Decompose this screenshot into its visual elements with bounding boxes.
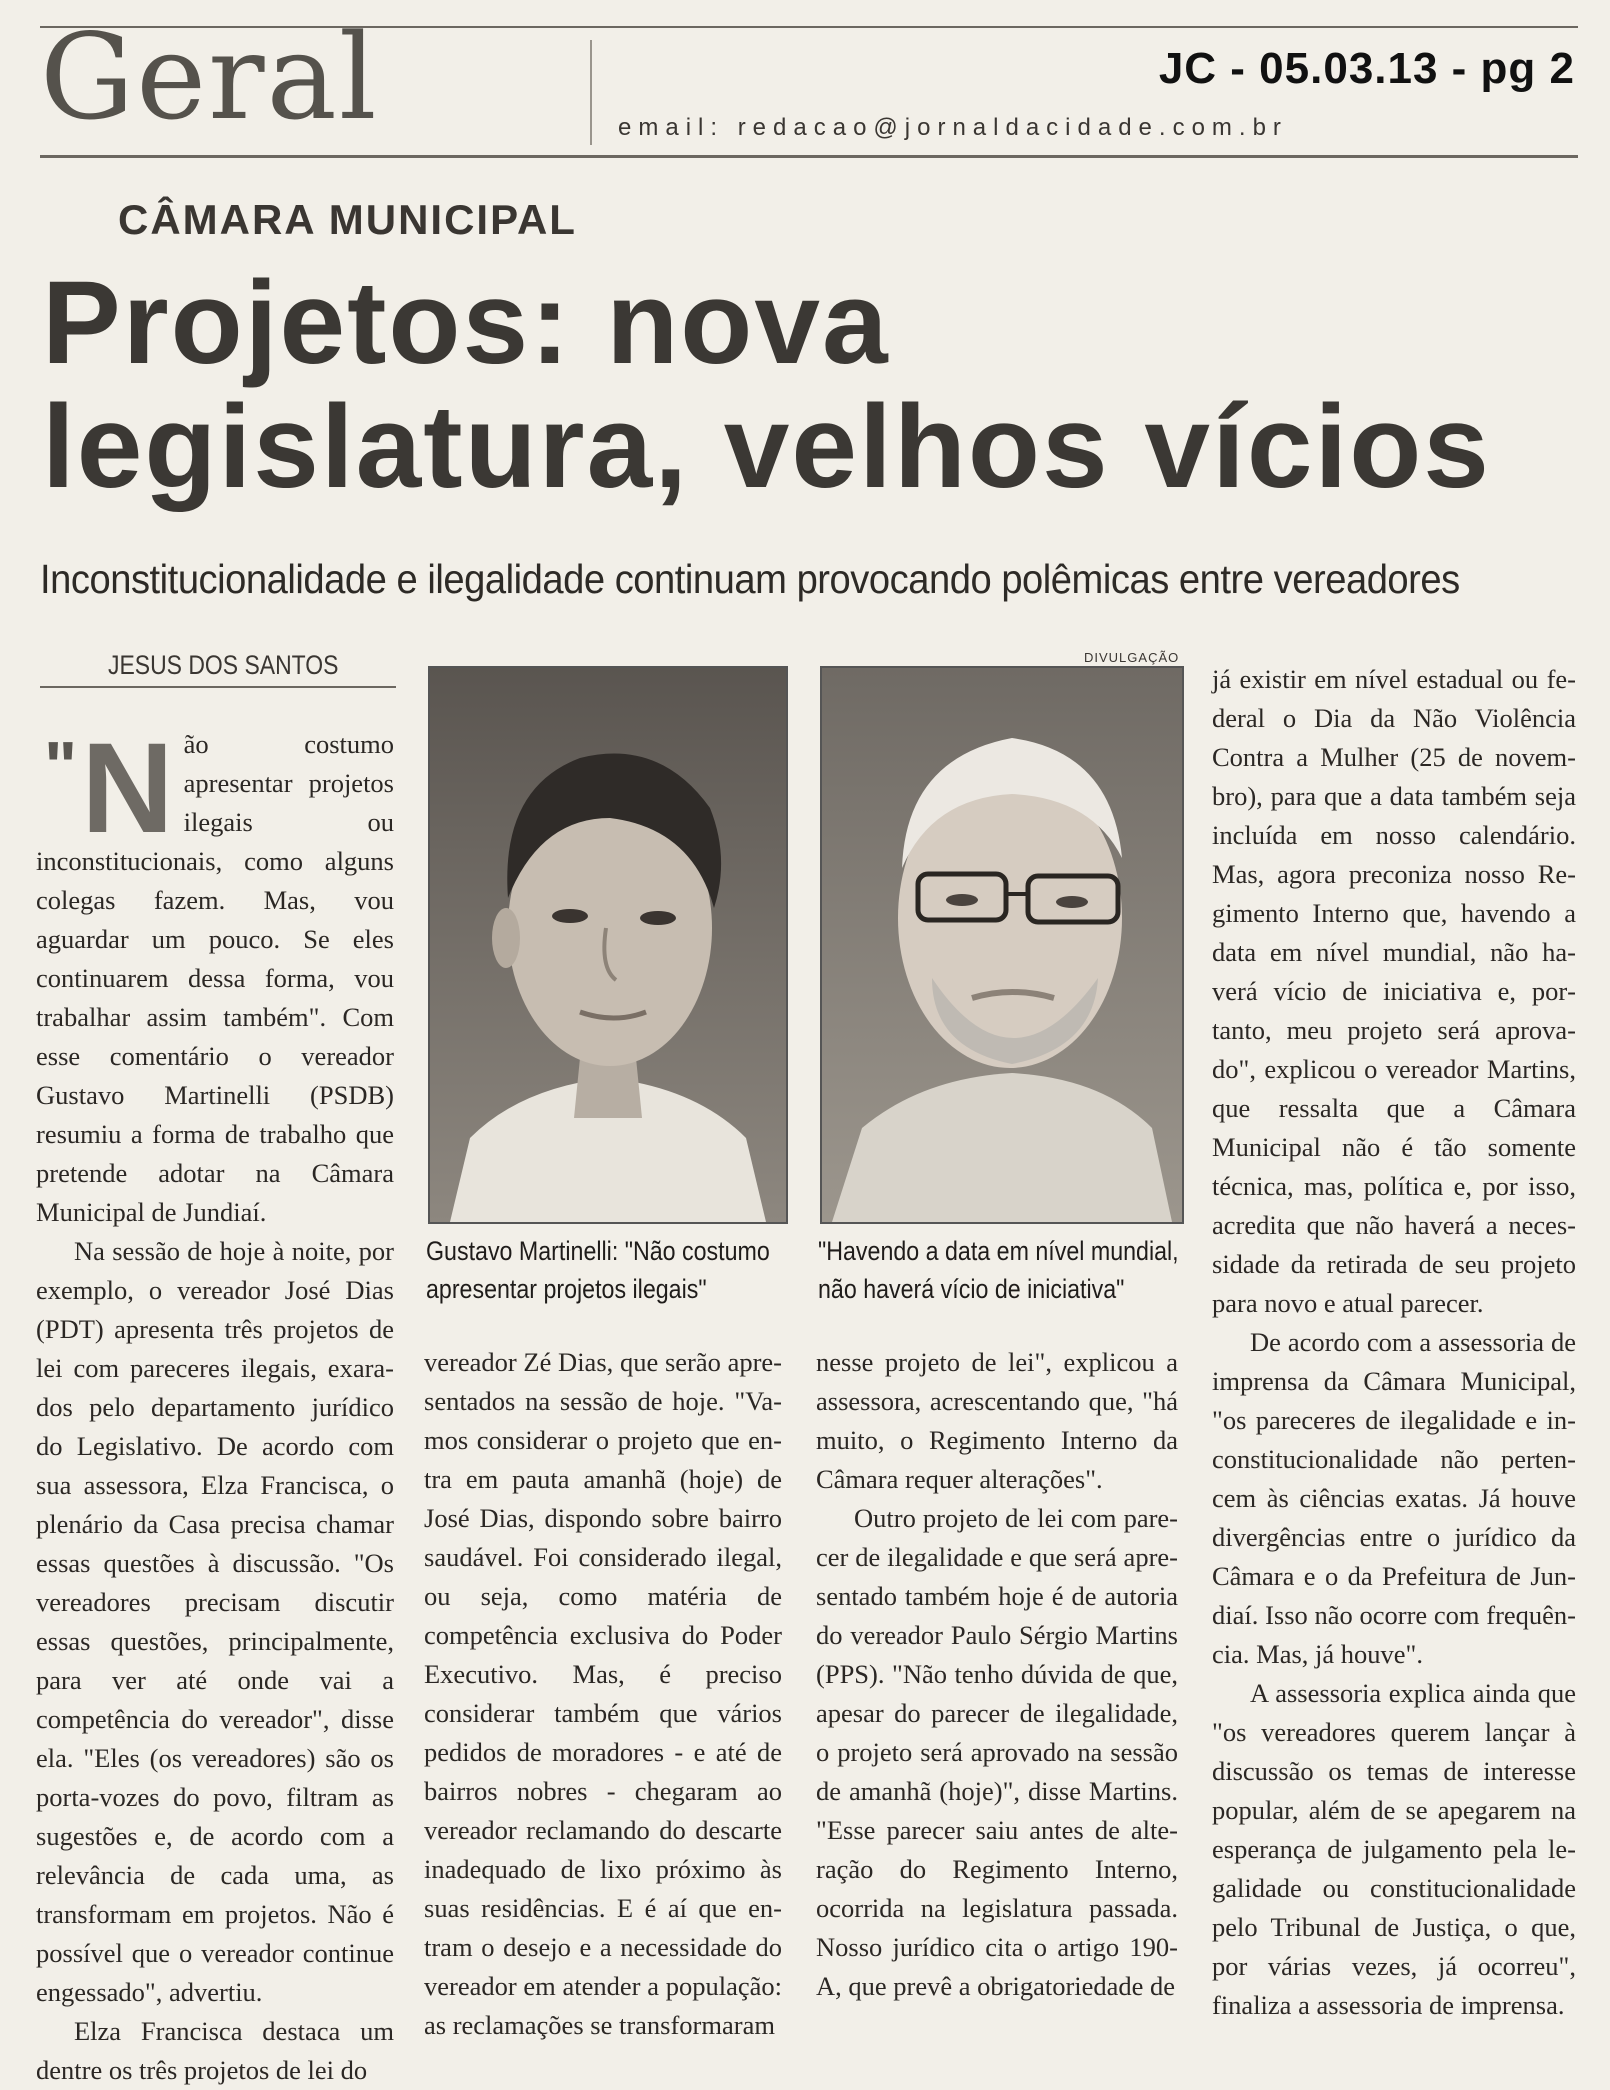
- photo-paulo-sergio-martins: [820, 666, 1184, 1224]
- paragraph: Outro projeto de lei com parecer de ilegalidade e que será apresentado também hoje é de autoria do vereador Paulo Sérgio Martins (PPS). "Não tenho dúvida de que, apesar do parecer de ilegalidade, o projeto será aprovado na sessão de amanhã (hoje)", disse Martins. "Esse parecer saiu antes de alteração do Regimento Interno, ocorrida na legislatura passada. Nosso jurídico cita o artigo 190-A, que prevê a obrigatoriedade de: [816, 1503, 1178, 2001]
- photo-gustavo-martinelli: [428, 666, 788, 1224]
- photo-caption-2: "Havendo a data em nível mundial, não haverá vício de iniciativa": [818, 1236, 1179, 1304]
- byline-rule: [40, 686, 396, 688]
- kicker: CÂMARA MUNICIPAL: [118, 196, 577, 243]
- edition-label: JC - 05.03.13 - pg 2: [1158, 44, 1575, 93]
- article-column-3: [816, 1343, 1178, 2006]
- paragraph: Na sessão de hoje à noite, por exemplo, o vereador José Dias (PDT) apresenta três projetos de lei com pareceres ilegais, exarados pelo departamento jurídico do Legislativo. De acordo com sua assessora, Elza Francisca, o plenário da Casa precisa chamar essas questões à discussão. "Os vereadores precisam discutir essas questões, principalmente, para ver até onde vai a competência do vereador", disse ela. "Eles (os vereadores) são os porta-vozes do povo, filtram as sugestões e, de acordo com a relevância de cada uma, as transformam em projetos. Não é possível que o vereador continue engessado", advertiu.: [36, 1236, 394, 2007]
- section-title: Geral: [40, 8, 379, 146]
- header-bottom-rule: [40, 155, 1578, 158]
- open-quote-mark: ": [44, 727, 78, 805]
- portrait-young-man: [430, 668, 786, 1222]
- deck-subtitle: Inconstitucionalidade e ilegalidade continuam provocando polêmicas entre vereadores: [40, 556, 1460, 602]
- article-column-4: [1212, 660, 1576, 2025]
- photo-credit: DIVULGAÇÃO: [1084, 650, 1180, 665]
- paragraph: nesse projeto de lei", explicou a assessora, acrescentando que, "há muito, o Regimento Interno da Câmara requer alterações".: [816, 1347, 1178, 1494]
- header-divider: [590, 40, 592, 145]
- drop-cap: N: [81, 717, 174, 860]
- article-column-2: [424, 1343, 782, 2045]
- article-column-1: [36, 717, 394, 2090]
- headline: [42, 257, 1582, 513]
- paragraph: vereador Zé Dias, que serão apresentados na sessão de hoje. "Vamos considerar o projeto que entra em pauta amanhã (hoje) de José Dias, dispondo sobre bairro saudável. Foi considerado ilegal, ou seja, como matéria de competência exclusiva do Poder Executivo. Mas, é preciso considerar também que vários pedidos de moradores - e até de bairros nobres - chegaram ao vereador reclamando do descarte inadequado de lixo próximo às suas residências. E é aí que entram o desejo e a necessidade do vereador em atender a população: as reclamações se transformaram: [424, 1347, 782, 2040]
- headline-line-1: Projetos: nova: [42, 257, 890, 389]
- paragraph-text: ão costumo apresentar projetos ilegais ou inconstitucionais, como alguns colegas fazem. Mas, vou aguardar um pouco. Se eles continuarem dessa forma, vou trabalhar assim também". Com esse comentário o vereador Gustavo Martinelli (PSDB) resumiu a forma de trabalho que pretende adotar na Câmara Municipal de Jundiaí.: [36, 729, 394, 1227]
- portrait-older-man: [822, 668, 1182, 1222]
- paragraph: já existir em nível estadual ou federal o Dia da Não Violência Contra a Mulher (25 de novembro), para que a data também seja incluída em nosso calendário. Mas, agora preconiza nosso Regimento Interno que, havendo a data em nível mundial, não haverá vício de iniciativa e, portanto, meu projeto será aprovado", explicou o vereador Martins, que ressalta que a Câmara Municipal não é tão somente técnica, mas, política e, por isso, acredita que não haverá a necessidade da retirada de seu projeto para novo e atual parecer.: [1212, 664, 1576, 1318]
- paragraph: [36, 717, 394, 1232]
- byline: JESUS DOS SANTOS: [108, 650, 339, 680]
- photo-caption-1: Gustavo Martinelli: "Não costumo apresentar projetos ilegais": [426, 1236, 770, 1304]
- headline-line-2: legislatura, velhos vícios: [42, 380, 1491, 513]
- email-contact: email: redacao@jornaldacidade.com.br: [618, 114, 1288, 141]
- paragraph: Elza Francisca destaca um dentre os três projetos de lei do: [36, 2016, 394, 2085]
- paragraph: A assessoria explica ainda que "os vereadores querem lançar à discussão os temas de interesse popular, além de se apegarem na esperança de julgamento pela legalidade ou constitucionalidade pelo Tribunal de Justiça, o que, por várias vezes, já ocorreu", finaliza a assessoria de imprensa.: [1212, 1678, 1576, 2020]
- paragraph: De acordo com a assessoria de imprensa da Câmara Municipal, "os pareceres de ilegalidade e inconstitucionalidade não pertencem às ciências exatas. Já houve divergências entre o jurídico da Câmara e o da Prefeitura de Jundiaí. Isso não ocorre com frequência. Mas, já houve".: [1212, 1327, 1576, 1669]
